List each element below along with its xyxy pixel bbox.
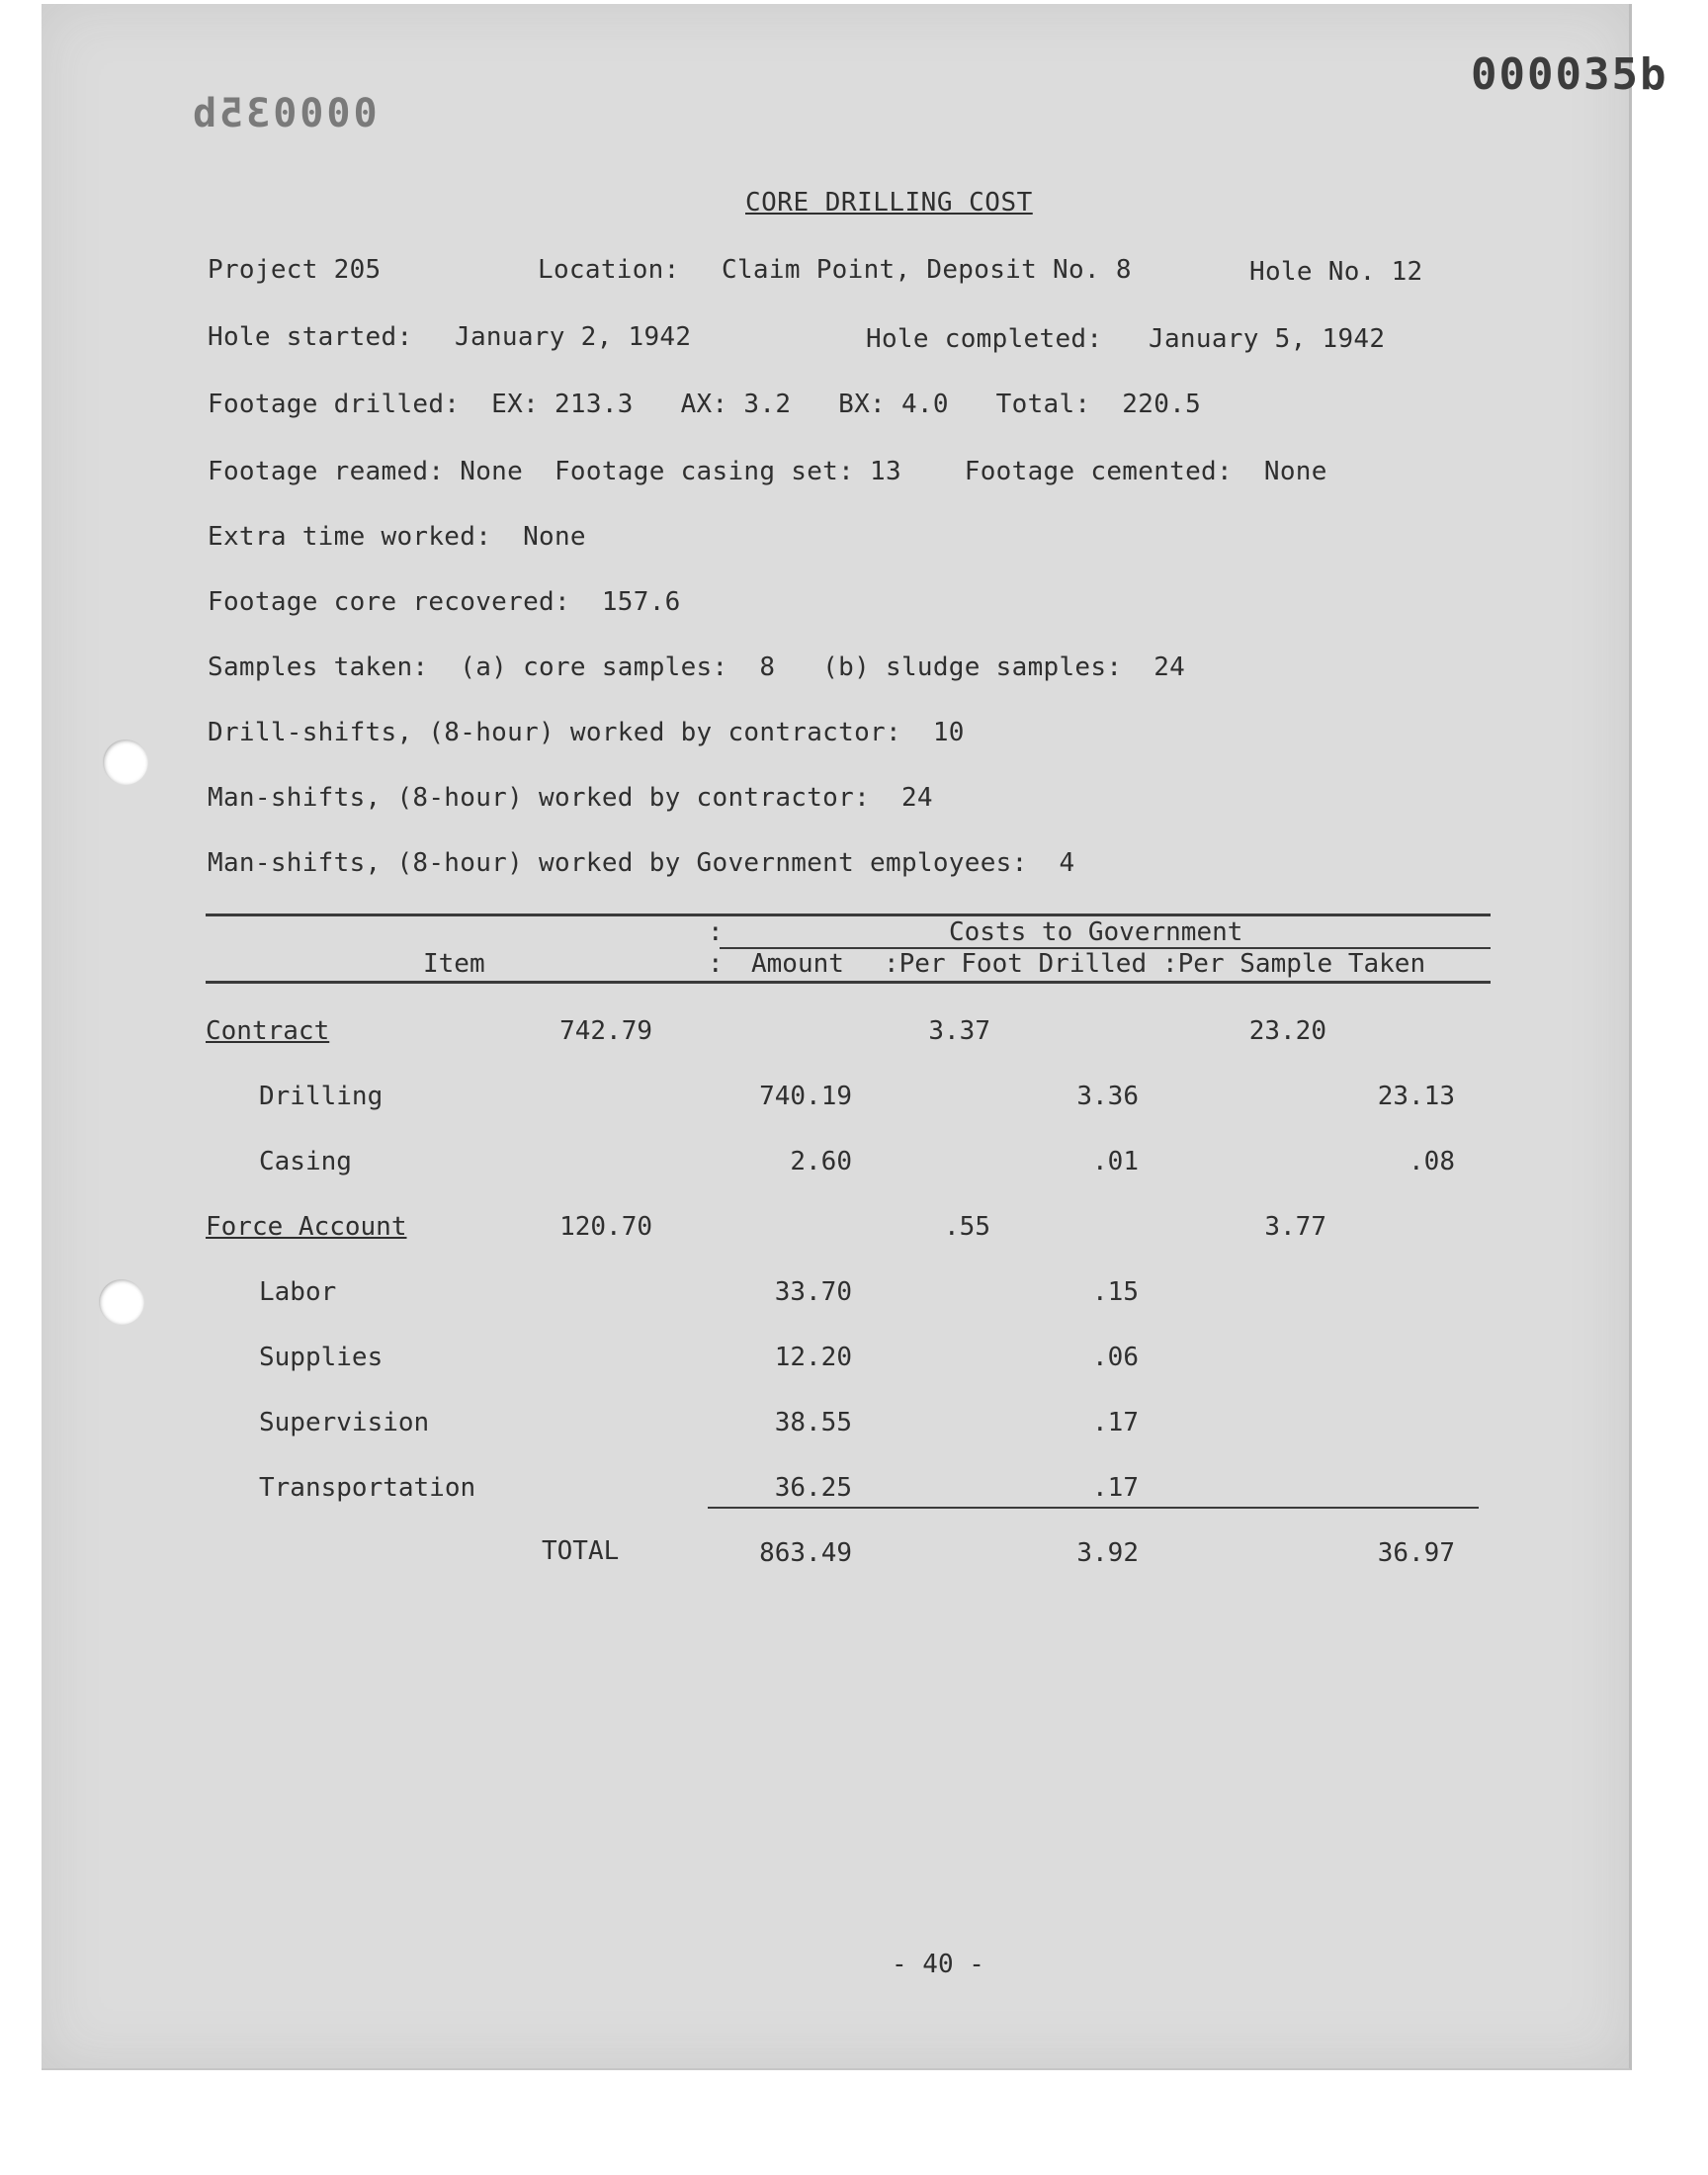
total-rule bbox=[708, 1507, 1479, 1509]
punch-hole-bottom bbox=[99, 1279, 144, 1325]
supervision-per-foot: .17 bbox=[1092, 1408, 1139, 1437]
casing-per-sample: .08 bbox=[1409, 1147, 1455, 1176]
labor-label: Labor bbox=[259, 1277, 337, 1307]
total-per-sample: 36.97 bbox=[1377, 1538, 1455, 1568]
footage-drilled: Footage drilled: EX: 213.3 AX: 3.2 BX: 4.0 Total: 220.5 bbox=[208, 390, 1202, 419]
casing-label: Casing bbox=[259, 1147, 352, 1176]
man-shifts-contractor: Man-shifts, (8-hour) worked by contractor: 24 bbox=[208, 783, 933, 813]
labor-amount: 33.70 bbox=[774, 1277, 852, 1307]
hole-completed-label: Hole completed: bbox=[866, 324, 1103, 354]
col-per-foot: :Per Foot Drilled bbox=[884, 949, 1148, 979]
location-label: Location: bbox=[538, 255, 680, 285]
hole-started-value: January 2, 1942 bbox=[455, 322, 692, 352]
contract-per-foot: 3.37 bbox=[928, 1016, 990, 1046]
force-account-label: Force Account bbox=[206, 1212, 407, 1242]
total-label: TOTAL bbox=[542, 1536, 620, 1566]
casing-amount: 2.60 bbox=[790, 1147, 852, 1176]
punch-hole-top bbox=[103, 740, 148, 785]
supplies-label: Supplies bbox=[259, 1343, 384, 1372]
footage-reamed: Footage reamed: None Footage casing set: 13 Footage cemented: None bbox=[208, 457, 1327, 486]
drilling-label: Drilling bbox=[259, 1082, 384, 1111]
force-account-per-foot: .55 bbox=[944, 1212, 990, 1242]
samples-taken: Samples taken: (a) core samples: 8 (b) sludge samples: 24 bbox=[208, 652, 1186, 682]
transportation-per-foot: .17 bbox=[1092, 1473, 1139, 1503]
total-amount: 863.49 bbox=[759, 1538, 852, 1568]
amount-colon: : bbox=[708, 949, 724, 979]
core-recovered: Footage core recovered: 157.6 bbox=[208, 587, 681, 617]
hole-completed-value: January 5, 1942 bbox=[1149, 324, 1386, 354]
contract-subtotal: 742.79 bbox=[559, 1016, 652, 1046]
supervision-label: Supervision bbox=[259, 1408, 430, 1437]
col-amount: Amount bbox=[751, 949, 844, 979]
project-label: Project 205 bbox=[208, 255, 382, 285]
contract-per-sample: 23.20 bbox=[1248, 1016, 1326, 1046]
header-bottom-rule bbox=[206, 981, 1491, 984]
drilling-per-foot: 3.36 bbox=[1076, 1082, 1139, 1111]
bleed-through-stamp: 000035b bbox=[190, 91, 378, 136]
col-item: Item bbox=[423, 949, 485, 979]
group-header: Costs to Government bbox=[949, 917, 1243, 947]
header-colon: : bbox=[708, 917, 724, 947]
labor-per-foot: .15 bbox=[1092, 1277, 1139, 1307]
transportation-label: Transportation bbox=[259, 1473, 476, 1503]
supplies-per-foot: .06 bbox=[1092, 1343, 1139, 1372]
casing-per-foot: .01 bbox=[1092, 1147, 1139, 1176]
force-account-per-sample: 3.77 bbox=[1264, 1212, 1326, 1242]
total-per-foot: 3.92 bbox=[1076, 1538, 1139, 1568]
location-value: Claim Point, Deposit No. 8 bbox=[722, 255, 1132, 285]
table-top-rule bbox=[206, 914, 1491, 916]
page-number: - 40 - bbox=[892, 1950, 984, 1979]
force-account-subtotal: 120.70 bbox=[559, 1212, 652, 1242]
hole-started-label: Hole started: bbox=[208, 322, 413, 352]
supervision-amount: 38.55 bbox=[774, 1408, 852, 1437]
col-per-sample: :Per Sample Taken bbox=[1162, 949, 1426, 979]
hole-number: Hole No. 12 bbox=[1249, 257, 1423, 287]
transportation-amount: 36.25 bbox=[774, 1473, 852, 1503]
document-page bbox=[42, 4, 1668, 2070]
drilling-amount: 740.19 bbox=[759, 1082, 852, 1111]
drilling-per-sample: 23.13 bbox=[1377, 1082, 1455, 1111]
document-number: 000035b bbox=[1471, 49, 1668, 100]
contract-label: Contract bbox=[206, 1016, 330, 1046]
supplies-amount: 12.20 bbox=[774, 1343, 852, 1372]
man-shifts-government: Man-shifts, (8-hour) worked by Government employees: 4 bbox=[208, 848, 1075, 878]
document-title: CORE DRILLING COST bbox=[745, 188, 1033, 218]
extra-time: Extra time worked: None bbox=[208, 522, 586, 552]
drill-shifts: Drill-shifts, (8-hour) worked by contractor: 10 bbox=[208, 718, 965, 747]
